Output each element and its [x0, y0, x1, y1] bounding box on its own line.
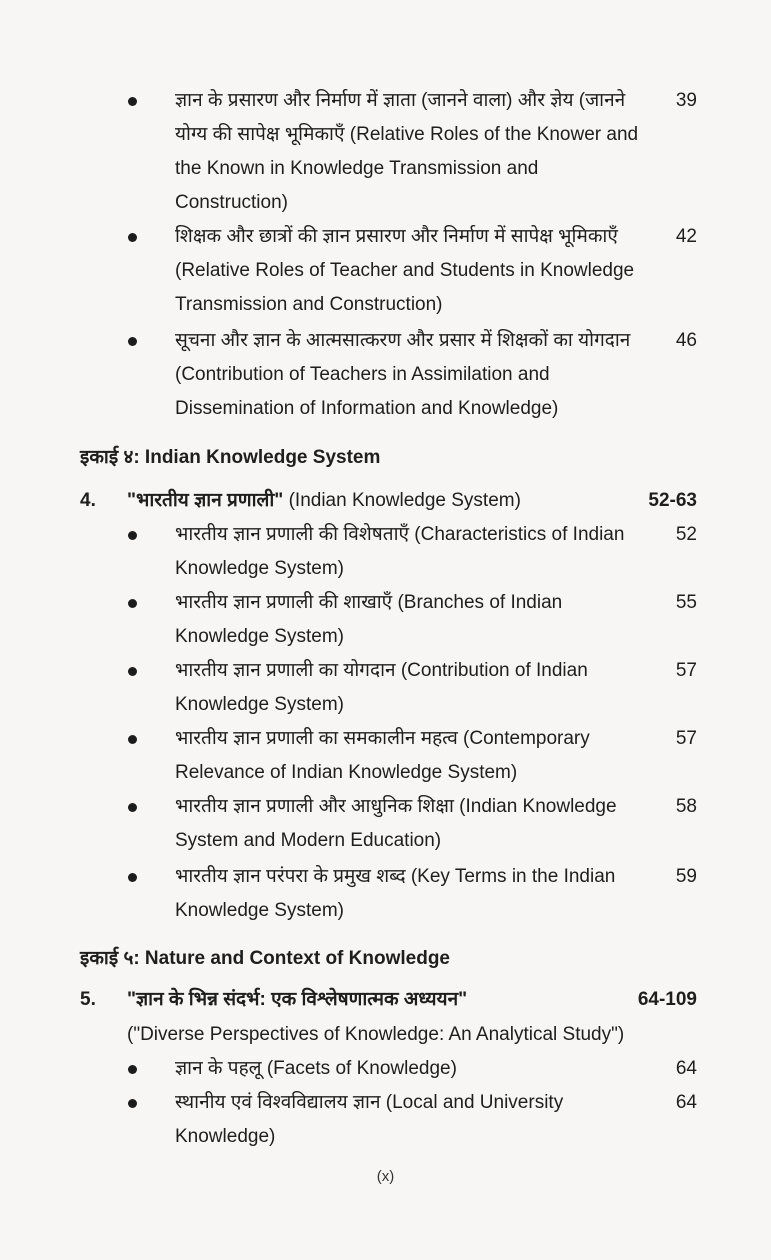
entry-page: 39: [675, 90, 697, 111]
bullet-icon: [128, 1065, 137, 1074]
chapter-title-hindi: "भारतीय ज्ञान प्रणाली": [127, 490, 284, 511]
chapter-title-hindi: "ज्ञान के भिन्न संदर्भ: एक विश्लेषणात्मक अध्ययन": [127, 989, 468, 1010]
bullet-icon: [128, 667, 137, 676]
entry-page: 59: [675, 866, 697, 887]
entry-text: भारतीय ज्ञान प्रणाली की विशेषताएँ (Characteristics of Indian Knowledge System): [175, 524, 630, 579]
entry-page: 55: [675, 592, 697, 613]
entry-text: भारतीय ज्ञान प्रणाली की शाखाएँ (Branches of Indian Knowledge System): [175, 592, 568, 647]
entry-page: 42: [675, 226, 697, 247]
bullet-icon: [128, 735, 137, 744]
bullet-icon: [128, 803, 137, 812]
entry-text: ज्ञान के प्रसारण और निर्माण में ज्ञाता (जानने वाला) और ज्ञेय (जानने योग्य की सापेक्ष भूमिकाएँ (Relative Roles of the Knower and the Known in Knowledge Transmission and Construction): [175, 90, 644, 213]
entry-page: 64: [675, 1058, 697, 1079]
entry-page: 46: [675, 330, 697, 351]
entry-text: भारतीय ज्ञान परंपरा के प्रमुख शब्द (Key Terms in the Indian Knowledge System): [175, 866, 621, 921]
chapter-page-range: 64-109: [637, 989, 697, 1010]
entry-text: सूचना और ज्ञान के आत्मसात्करण और प्रसार में शिक्षकों का योगदान (Contribution of Teachers in Assimilation and Dissemination of Information and Knowledge): [175, 330, 636, 419]
bullet-icon: [128, 599, 137, 608]
bullet-icon: [128, 1099, 137, 1108]
bullet-icon: [128, 337, 137, 346]
bullet-icon: [128, 873, 137, 882]
bullet-icon: [128, 531, 137, 540]
entry-page: 57: [675, 660, 697, 681]
page-number-footer: (x): [376, 1168, 395, 1185]
chapter-number: 5.: [80, 989, 96, 1010]
chapter-subtitle: ("Diverse Perspectives of Knowledge: An Analytical Study"): [127, 1024, 625, 1045]
entry-page: 57: [675, 728, 697, 749]
bullet-icon: [128, 97, 137, 106]
entry-text: शिक्षक और छात्रों की ज्ञान प्रसारण और निर्माण में सापेक्ष भूमिकाएँ (Relative Roles of Teacher and Students in Knowledge Transmission and Construction): [175, 226, 640, 315]
chapter-title-english: (Indian Knowledge System): [283, 490, 521, 511]
bullet-icon: [128, 233, 137, 242]
entry-text: स्थानीय एवं विश्वविद्यालय ज्ञान (Local and University Knowledge): [175, 1092, 569, 1147]
entry-page: 64: [675, 1092, 697, 1113]
unit-heading: इकाई ४: Indian Knowledge System: [80, 447, 381, 468]
entry-text: भारतीय ज्ञान प्रणाली और आधुनिक शिक्षा (Indian Knowledge System and Modern Education): [175, 796, 622, 851]
entry-text: भारतीय ज्ञान प्रणाली का योगदान (Contribution of Indian Knowledge System): [175, 660, 594, 715]
unit-heading: इकाई ५: Nature and Context of Knowledge: [80, 948, 451, 969]
entry-text: ज्ञान के पहलू (Facets of Knowledge): [175, 1058, 457, 1079]
entry-page: 58: [675, 796, 697, 817]
entry-page: 52: [675, 524, 697, 545]
entry-text: भारतीय ज्ञान प्रणाली का समकालीन महत्व (Contemporary Relevance of Indian Knowledge System): [175, 728, 596, 783]
chapter-title: [127, 983, 627, 1017]
chapter-title: [127, 484, 627, 518]
chapter-page-range: 52-63: [648, 490, 697, 511]
chapter-number: 4.: [80, 490, 96, 511]
